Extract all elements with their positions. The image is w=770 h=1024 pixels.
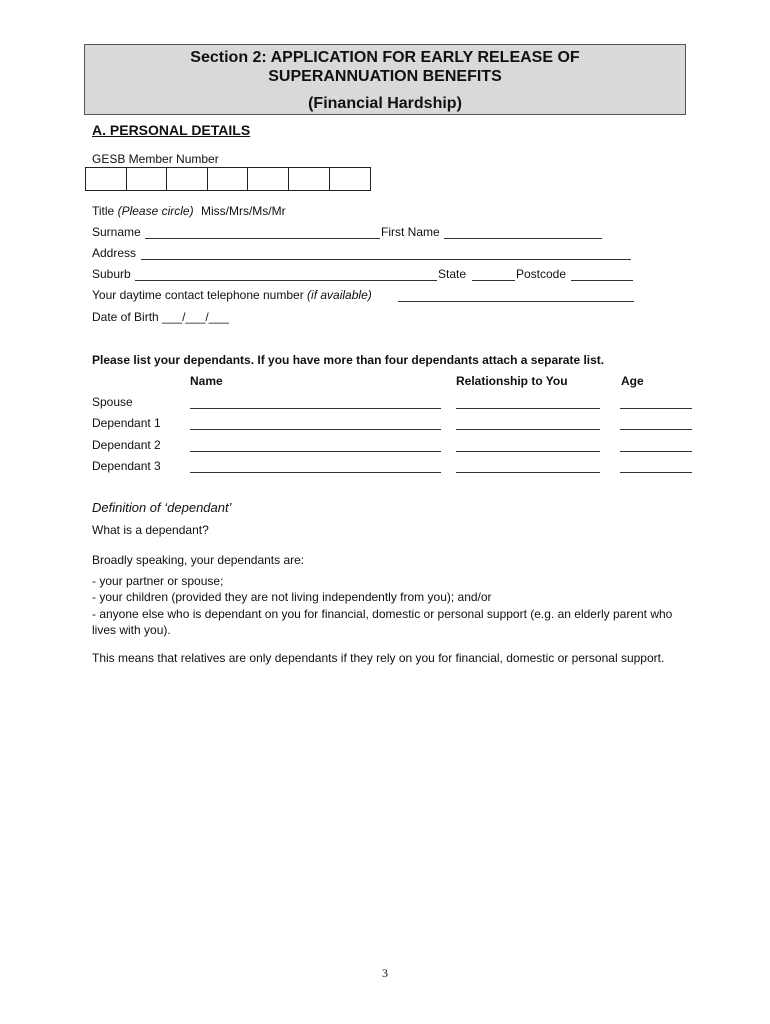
section-title-line1: Section 2: APPLICATION FOR EARLY RELEASE OF	[190, 49, 580, 66]
member-number-label: GESB Member Number	[92, 152, 219, 166]
section-title-line2: SUPERANNUATION BENEFITS	[268, 68, 502, 85]
col-name-header: Name	[190, 374, 223, 388]
title-options[interactable]: Miss/Mrs/Ms/Mr	[200, 204, 286, 218]
personal-details-heading: A. PERSONAL DETAILS	[92, 122, 251, 138]
first-name-field[interactable]	[444, 238, 602, 239]
col-age-header: Age	[621, 374, 644, 388]
member-number-digit-3[interactable]	[167, 168, 208, 190]
section-title-box	[84, 44, 686, 115]
suburb-field[interactable]	[135, 280, 437, 281]
dob-field[interactable]: ___/___/___	[162, 310, 229, 324]
dependant-relationship-field[interactable]	[456, 429, 600, 430]
definition-question: What is a dependant?	[92, 523, 209, 537]
definition-intro: Broadly speaking, your dependants are:	[92, 553, 305, 567]
dependant-name-field[interactable]	[190, 472, 441, 473]
state-label: State	[438, 267, 467, 281]
section-subtitle: (Financial Hardship)	[308, 95, 462, 112]
dependant-name-field[interactable]	[190, 408, 441, 409]
definition-item-1: - your partner or spouse;	[92, 574, 224, 588]
phone-hint: (if available)	[307, 288, 372, 302]
state-field[interactable]	[472, 280, 515, 281]
address-label: Address	[92, 246, 137, 260]
surname-field[interactable]	[145, 238, 380, 239]
definition-note: This means that relatives are only dependants if they rely on you for financial, domestic or personal support.	[92, 651, 665, 665]
dependant-row-label: Dependant 2	[92, 438, 161, 452]
dependant-age-field[interactable]	[620, 472, 692, 473]
dob-row	[92, 310, 229, 324]
definition-heading: Definition of ‘dependant’	[92, 500, 232, 515]
dependant-relationship-field[interactable]	[456, 451, 600, 452]
member-number-digit-4[interactable]	[208, 168, 249, 190]
dependant-name-field[interactable]	[190, 429, 441, 430]
dependant-age-field[interactable]	[620, 451, 692, 452]
member-number-digit-5[interactable]	[248, 168, 289, 190]
definition-item-3: - anyone else who is dependant on you for financial, domestic or personal support (e.g. an elderly parent who lives with you).	[92, 607, 673, 637]
title-row	[92, 204, 286, 218]
dependant-relationship-field[interactable]	[456, 408, 600, 409]
dependant-age-field[interactable]	[620, 429, 692, 430]
dependant-row-label: Dependant 3	[92, 459, 161, 473]
postcode-field[interactable]	[571, 280, 633, 281]
dob-label: Date of Birth	[92, 310, 159, 324]
title-hint: (Please circle)	[117, 204, 194, 218]
postcode-label: Postcode	[516, 267, 567, 281]
col-relationship-header: Relationship to You	[456, 374, 568, 388]
member-number-boxes[interactable]	[85, 167, 371, 191]
member-number-digit-7[interactable]	[330, 168, 371, 190]
dependant-age-field[interactable]	[620, 408, 692, 409]
phone-label: Your daytime contact telephone number	[92, 288, 304, 302]
phone-row	[92, 288, 372, 302]
title-label: Title	[92, 204, 115, 218]
dependant-relationship-field[interactable]	[456, 472, 600, 473]
first-name-label: First Name	[381, 225, 440, 239]
definition-item-2: - your children (provided they are not living independently from you); and/or	[92, 590, 492, 604]
dependant-row-label: Dependant 1	[92, 416, 161, 430]
surname-label: Surname	[92, 225, 141, 239]
dependants-instruction: Please list your dependants. If you have more than four dependants attach a separate list.	[92, 353, 605, 367]
dependant-name-field[interactable]	[190, 451, 441, 452]
phone-field[interactable]	[398, 301, 634, 302]
dependant-row-label: Spouse	[92, 395, 133, 409]
member-number-digit-1[interactable]	[86, 168, 127, 190]
page-number: 3	[382, 966, 388, 980]
address-field[interactable]	[141, 259, 631, 260]
member-number-digit-2[interactable]	[127, 168, 168, 190]
member-number-digit-6[interactable]	[289, 168, 330, 190]
suburb-label: Suburb	[92, 267, 131, 281]
